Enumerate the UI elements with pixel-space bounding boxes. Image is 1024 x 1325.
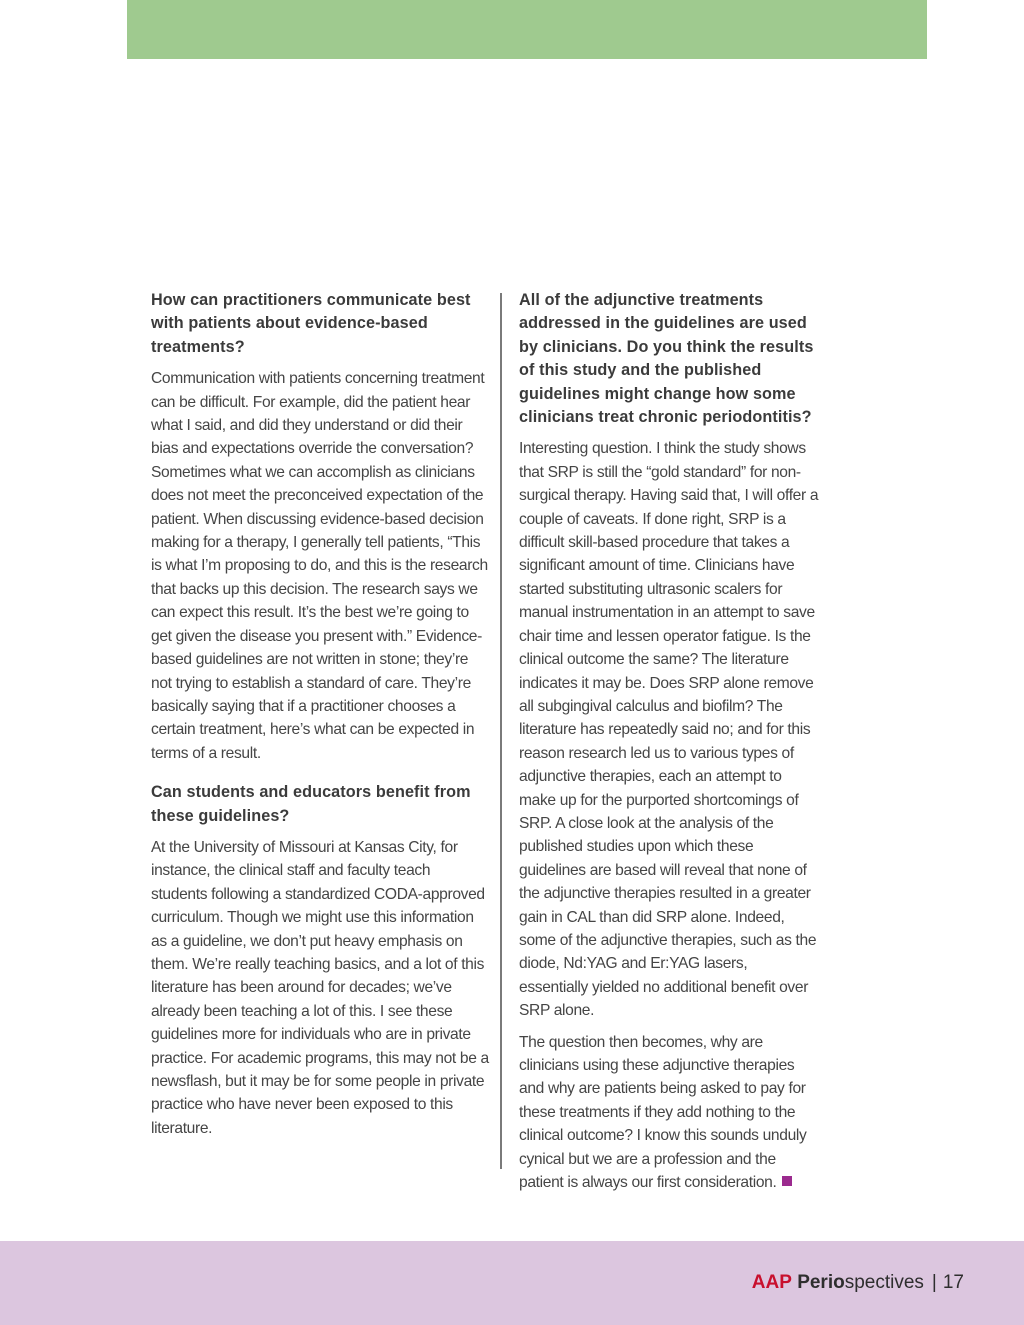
question-heading: Can students and educators benefit from these guidelines? (151, 783, 471, 825)
brand-periospectives: Periospectives (797, 1272, 924, 1293)
folio-separator: | (931, 1272, 937, 1293)
column-divider (500, 293, 502, 1169)
answer-paragraph: Communication with patients concerning treatment can be difficult. For example, did the patient hear what I said, and did they understand or did their bias and expectations override the conversation? Sometimes what we can accomplish as clinicians does not meet the preconceived expectation of the patient. When discussing evidence-based decision making for a therapy, I generally tell patients, “This is what I’m proposing to do, and this is the research that backs up this decision. The research says we can expect this result. It’s the best we’re going to get given the disease you present with.” Evidence-based guidelines are not written in stone; they’re not trying to establish a standard of care. They’re basically saying that if a practitioner chooses a certain treatment, here’s what can be expected in terms of a result. (151, 370, 488, 762)
brand-aap: AAP (751, 1272, 792, 1293)
top-color-band (127, 0, 927, 59)
answer-paragraph: At the University of Missouri at Kansas City, for instance, the clinical staff and faculty teach students following a standardized CODA-approved curriculum. Though we might use this information as a guideline, we don’t put heavy emphasis on them. We’re really teaching basics, and a lot of this literature has been around for decades; we’ve already been teaching a lot of this. I see these guidelines more for individuals who are in private practice. For academic programs, this may not be a newsflash, but it may be for some people in private practice who have never been exposed to this literature. (151, 838, 489, 1137)
page-number: 17 (942, 1272, 964, 1293)
left-column (151, 289, 489, 1148)
answer-text: The question then becomes, why are clinicians using these adjunctive therapies and why are patients being asked to pay for these treatments if they add nothing to the clinical outcome? I know this sounds unduly cynical but we are a profession and the patient is always our first consideration. (519, 1033, 807, 1192)
question-heading: All of the adjunctive treatments addressed in the guidelines are used by clinicians. Do you think the results of this study and the published guidelines might change how some clinicians treat chronic periodontitis? (519, 291, 814, 427)
answer-paragraph: Interesting question. I think the study shows that SRP is still the “gold standard” for non-surgical therapy. Having said that, I will offer a couple of caveats. If done right, SRP is a difficult skill-based procedure that takes a significant amount of time. Clinicians have started substituting ultrasonic scalers for manual instrumentation in an attempt to save chair time and lessen operator fatigue. Is the clinical outcome the same? The literature indicates it may be. Does SRP alone remove all subgingival calculus and biofilm? The literature has repeatedly said no; and for this reason research led us to various types of adjunctive therapies, each an attempt to make up for the purported shortcomings of SRP. A close look at the analysis of the published studies upon which these guidelines are based will reveal that none of the adjunctive therapies resulted in a greater gain in CAL than did SRP alone. Indeed, some of the adjunctive therapies, such as the diode, Nd:YAG and Er:YAG lasers, essentially yielded no additional benefit over SRP alone. (519, 440, 819, 1020)
answer-paragraph-final (519, 1031, 819, 1195)
question-heading: How can practitioners communicate best with patients about evidence-based treatments? (151, 291, 471, 356)
page-folio (752, 1272, 964, 1294)
right-column (519, 289, 819, 1202)
end-of-article-icon (782, 1176, 792, 1186)
